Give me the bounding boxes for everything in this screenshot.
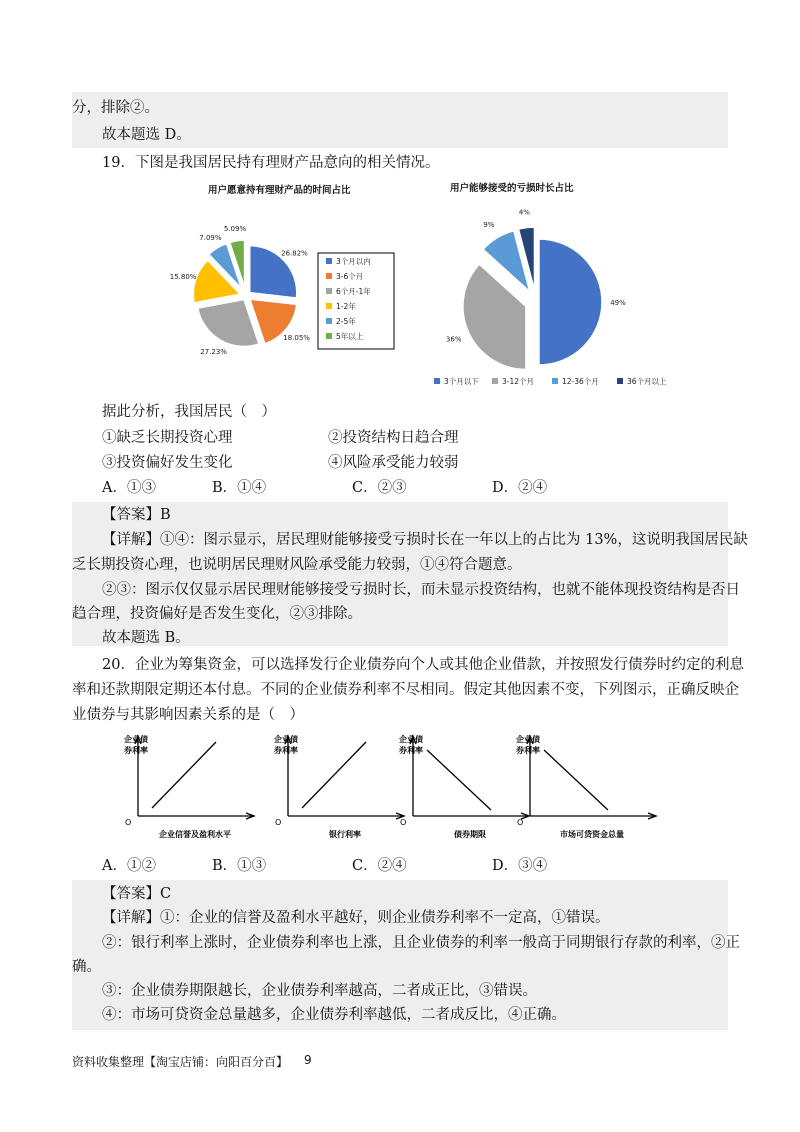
- pie1-legend-label-1: 3个月以内: [336, 257, 371, 266]
- pie1-label-6: 5.09%: [223, 224, 247, 233]
- q19-analysis-2b: 趋合理，投资偏好是否发生变化，②③排除。: [72, 606, 362, 622]
- pie1-legend-swatch-3: [326, 288, 332, 294]
- q19-analysis-1b: 乏长期投资心理，也说明居民理财风险承受能力较弱，①④符合题意。: [72, 557, 522, 573]
- pie2-legend-label-4: 36个月以上: [627, 377, 667, 386]
- q19-choice-b: B．①④: [212, 480, 267, 496]
- pie-chart-holding-time: [150, 196, 400, 396]
- graph3-ylabel-line-1: 企业债: [399, 735, 423, 744]
- graph4-ylabel-line-2: 券利率: [516, 746, 540, 755]
- q20-stem-line-3: 业债券与其影响因素关系的是（ ）: [72, 707, 304, 723]
- q19-prompt: 据此分析，我国居民（ ）: [102, 404, 276, 420]
- q19-choice-c: C．②③: [352, 480, 407, 496]
- graph3-trend-line: [427, 750, 491, 810]
- q20-answer: 【答案】C: [102, 886, 172, 902]
- graph2-origin: O: [275, 818, 282, 827]
- pie2-legend-swatch-4: [617, 378, 623, 384]
- pie1-label-1: 26.82%: [281, 249, 308, 258]
- pie1-legend-label-6: 5年以上: [336, 332, 364, 341]
- pie1-label-2: 18.05%: [283, 333, 310, 342]
- pie2-label-4: 4%: [518, 208, 530, 217]
- pie1-legend-swatch-4: [326, 303, 332, 309]
- pie2-slice-1: [539, 239, 602, 365]
- pie2-label-2: 36%: [445, 335, 462, 344]
- graph4-xlabel: 市场可贷资金总量: [560, 830, 624, 839]
- q20-analysis-1: 【详解】①：企业的信誉及盈利水平越好，则企业债券利率不一定高，①错误。: [102, 910, 610, 926]
- graph4-trend-line: [544, 750, 608, 810]
- bond-rate-graph-2: [270, 730, 410, 842]
- q20-stem-line-1: 20．企业为筹集资金，可以选择发行企业债券向个人或其他企业借款，并按照发行债券时约定的利息: [102, 657, 744, 673]
- pie2-legend-swatch-3: [552, 378, 558, 384]
- pie-chart-loss-tolerance: [430, 196, 680, 396]
- graph3-origin: O: [400, 818, 407, 827]
- pie1-legend-label-3: 6个月-1年: [336, 287, 371, 296]
- q20-analysis-4: ④：市场可贷资金总量越多，企业债券利率越低，二者成反比，④正确。: [102, 1007, 566, 1023]
- graph4-origin: O: [517, 818, 524, 827]
- pie1-slice-3: [198, 299, 259, 346]
- q19-choice-d: D．②④: [492, 480, 548, 496]
- pie2-label-3: 9%: [483, 221, 495, 230]
- graph1-xlabel: 企业信誉及盈利水平: [159, 830, 231, 839]
- pie1-label-4: 15.80%: [169, 272, 197, 281]
- q20-choice-d: D．③④: [492, 858, 548, 874]
- graph4-ylabel-line-1: 企业债: [516, 735, 540, 744]
- pie2-legend-swatch-2: [492, 378, 498, 384]
- q19-analysis-1a: 【详解】①④：图示显示，居民理财能够接受亏损时长在一年以上的占比为 13%，这说明我国居民缺: [102, 532, 748, 548]
- q19-option-4: ④风险承受能力较弱: [328, 455, 459, 471]
- graph2-ylabel-line-2: 券利率: [274, 746, 298, 755]
- graph1-trend-line: [152, 742, 216, 808]
- q20-choice-a: A．①②: [102, 858, 156, 874]
- bond-rate-graph-4: [512, 730, 662, 842]
- q20-analysis-2a: ②：银行利率上涨时，企业债券利率也上涨，且企业债券的利率一般高于同期银行存款的利率，②正: [102, 935, 740, 951]
- top-line-1: 分，排除②。: [72, 100, 159, 116]
- graph1-ylabel-line-2: 券利率: [124, 746, 148, 755]
- pie1-legend-swatch-1: [326, 258, 332, 264]
- pie1-legend-swatch-6: [326, 333, 332, 339]
- graph3-xlabel: 债券期限: [454, 830, 486, 839]
- pie2-title: 用户能够接受的亏损时长占比: [450, 183, 574, 194]
- q19-answer: 【答案】B: [102, 507, 171, 523]
- top-conclusion: 故本题选 D。: [102, 127, 191, 143]
- pie1-title: 用户愿意持有理财产品的时间占比: [208, 185, 351, 196]
- q20-analysis-2b: 确。: [72, 959, 101, 975]
- q19-option-1: ①缺乏长期投资心理: [102, 430, 233, 446]
- footer-source: 资料收集整理【淘宝店铺：向阳百分百】: [72, 1055, 289, 1069]
- bond-rate-graph-1: [120, 730, 260, 842]
- graph2-trend-line: [302, 742, 366, 808]
- graph1-origin: O: [125, 818, 132, 827]
- graph2-ylabel-line-1: 企业债: [274, 735, 298, 744]
- pie2-legend-label-3: 12-36个月: [562, 377, 599, 386]
- q20-choice-b: B．①③: [212, 858, 267, 874]
- pie2-legend-label-1: 3个月以下: [444, 377, 479, 386]
- pie1-legend-label-4: 1-2年: [336, 302, 356, 311]
- pie1-label-3: 27.23%: [200, 348, 227, 357]
- q19-stem: 19．下图是我国居民持有理财产品意向的相关情况。: [102, 155, 440, 171]
- pie1-legend-swatch-2: [326, 273, 332, 279]
- graph2-xlabel: 银行利率: [329, 830, 361, 839]
- graph1-ylabel-line-1: 企业债: [124, 735, 148, 744]
- q20-choice-c: C．②④: [352, 858, 407, 874]
- pie2-label-1: 49%: [610, 299, 626, 307]
- q19-option-2: ②投资结构日趋合理: [328, 430, 459, 446]
- footer-page-number: 9: [304, 1053, 312, 1067]
- pie1-legend-label-2: 3-6个月: [336, 272, 364, 281]
- pie2-legend-label-2: 3-12个月: [502, 377, 535, 386]
- pie1-legend-label-5: 2-5年: [336, 317, 356, 326]
- q20-analysis-3: ③：企业债券期限越长，企业债券利率越高，二者成正比，③错误。: [102, 983, 537, 999]
- q20-stem-line-2: 率和还款期限定期还本付息。不同的企业债券利率不尽相同。假定其他因素不变，下列图示，正确反映企: [72, 682, 739, 698]
- pie1-legend-swatch-5: [326, 318, 332, 324]
- graph3-ylabel-line-2: 券利率: [399, 746, 423, 755]
- q19-option-3: ③投资偏好发生变化: [102, 455, 233, 471]
- q19-analysis-2a: ②③：图示仅仅显示居民理财能够接受亏损时长，而未显示投资结构，也就不能体现投资结构是否日: [102, 582, 740, 598]
- q19-conclusion: 故本题选 B。: [102, 630, 190, 646]
- q19-choice-a: A．①③: [102, 480, 156, 496]
- pie1-label-5: 7.09%: [199, 233, 222, 242]
- pie2-legend-swatch-1: [434, 378, 440, 384]
